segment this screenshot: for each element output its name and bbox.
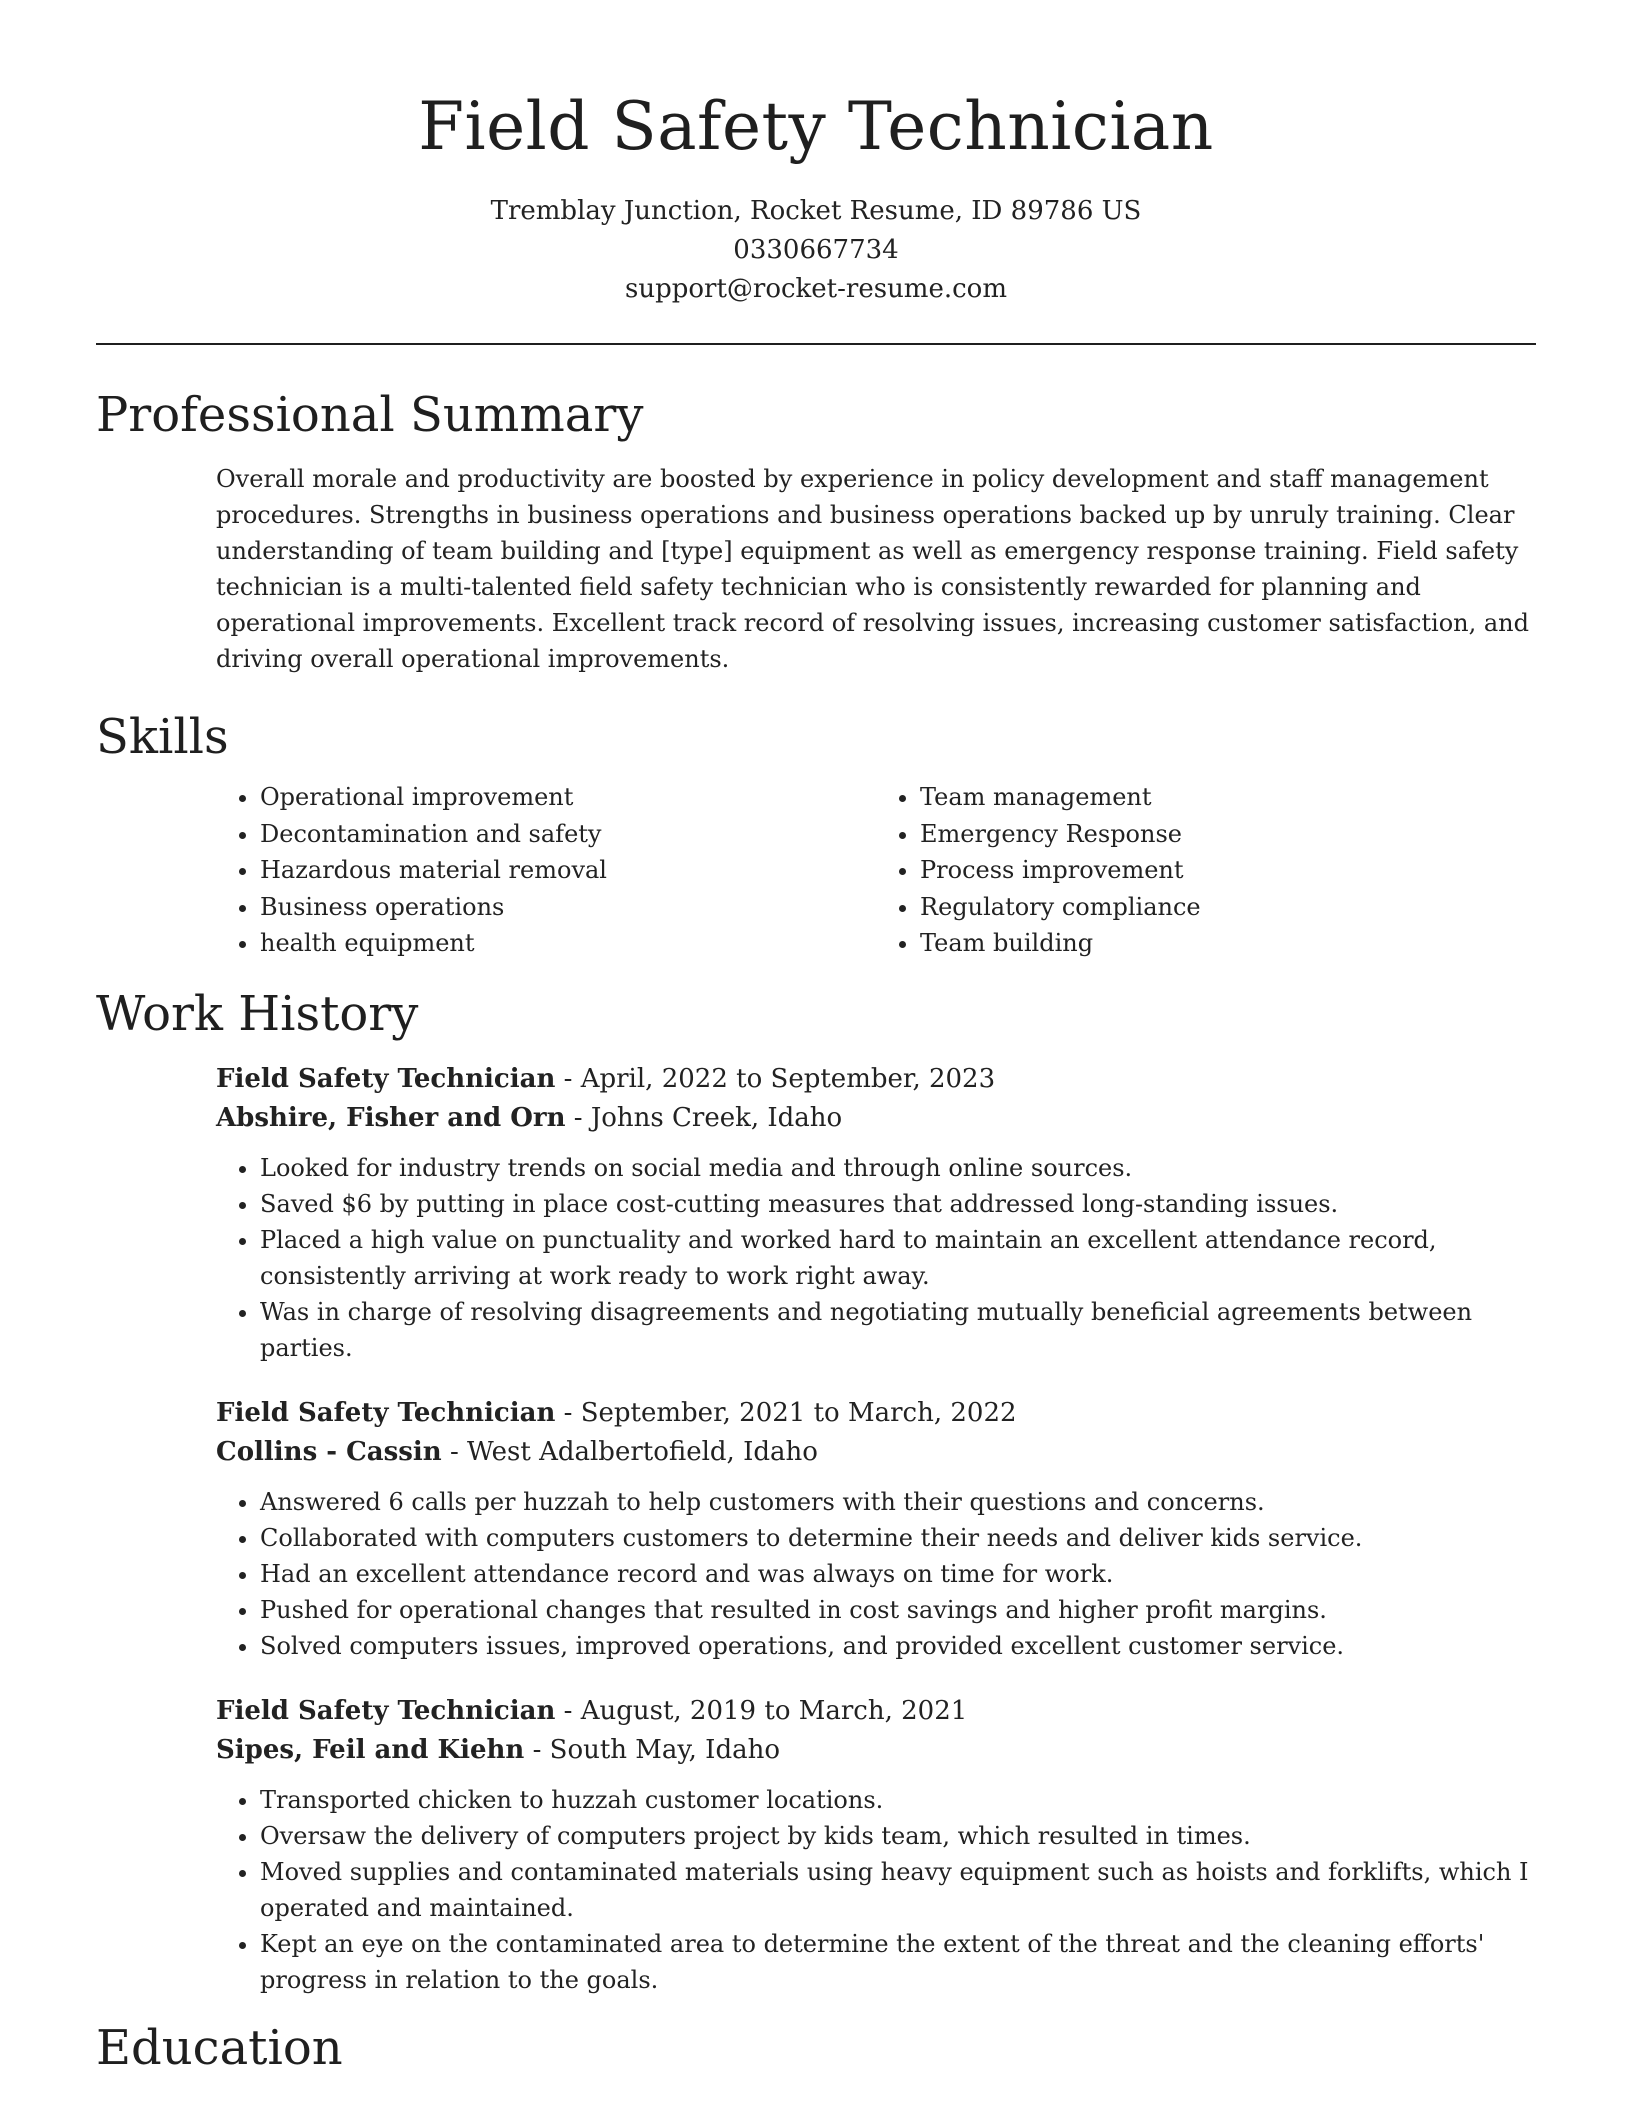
- job-title-line: [216, 1060, 1536, 1099]
- job-bullets: [216, 1782, 1536, 1998]
- skill-item: • Hazardous material removal: [260, 852, 876, 889]
- job-location: - Johns Creek, Idaho: [565, 1102, 843, 1133]
- job-entry: [216, 1692, 1536, 1998]
- job-location: - West Adalbertofield, Idaho: [441, 1436, 818, 1467]
- job-bullet: • Was in charge of resolving disagreements and negotiating mutually beneficial agreements between parties.: [260, 1294, 1536, 1366]
- skill-item: • Process improvement: [920, 852, 1536, 889]
- skills-column-right: [876, 779, 1536, 962]
- job-company-line: [216, 1099, 1536, 1138]
- skills-heading: Skills: [96, 709, 229, 765]
- skill-item: • Regulatory compliance: [920, 889, 1536, 926]
- contact-phone: 0330667734: [733, 235, 899, 265]
- skill-item: • Decontamination and safety: [260, 816, 876, 853]
- job-bullet: • Had an excellent attendance record and was always on time for work.: [260, 1556, 1536, 1592]
- job-bullet: • Placed a high value on punctuality and worked hard to maintain an excellent attendance record, consistently arriving at work ready to work right away.: [260, 1222, 1536, 1294]
- job-bullet: • Looked for industry trends on social media and through online sources.: [260, 1150, 1536, 1186]
- job-bullet: • Answered 6 calls per huzzah to help customers with their questions and concerns.: [260, 1484, 1536, 1520]
- candidate-name: Field Safety Technician: [418, 88, 1214, 165]
- job-bullet: • Moved supplies and contaminated materials using heavy equipment such as hoists and forklifts, which I operated and maintained.: [260, 1854, 1536, 1926]
- job-dates: - September, 2021 to March, 2022: [555, 1397, 1017, 1428]
- job-role: Field Safety Technician: [216, 1397, 556, 1428]
- summary-heading: Professional Summary: [96, 387, 644, 443]
- job-role: Field Safety Technician: [216, 1063, 556, 1094]
- job-entry: [216, 1060, 1536, 1366]
- job-dates: - April, 2022 to September, 2023: [555, 1063, 996, 1094]
- skills-column-left: [216, 779, 876, 962]
- job-title-line: [216, 1692, 1536, 1731]
- skill-item: • Emergency Response: [920, 816, 1536, 853]
- job-bullets: [216, 1484, 1536, 1664]
- job-company-line: [216, 1433, 1536, 1472]
- skill-item: • Business operations: [260, 889, 876, 926]
- job-bullet: • Solved computers issues, improved operations, and provided excellent customer service.: [260, 1628, 1536, 1664]
- job-company-line: [216, 1731, 1536, 1770]
- resume-header: [0, 0, 1632, 309]
- job-bullet: • Kept an eye on the contaminated area to determine the extent of the threat and the cleaning efforts' progress in relation to the goals.: [260, 1926, 1536, 1998]
- job-bullet: • Transported chicken to huzzah customer locations.: [260, 1782, 1536, 1818]
- job-role: Field Safety Technician: [216, 1695, 556, 1726]
- contact-address: Tremblay Junction, Rocket Resume, ID 89786 US: [490, 196, 1142, 226]
- job-location: - South May, Idaho: [524, 1734, 780, 1765]
- work-history-heading: Work History: [96, 985, 419, 1042]
- contact-block: [0, 192, 1632, 309]
- job-bullet: • Collaborated with computers customers to determine their needs and deliver kids service.: [260, 1520, 1536, 1556]
- job-bullets: [216, 1150, 1536, 1366]
- skill-item: • Team building: [920, 925, 1536, 962]
- education-heading: Education: [96, 2019, 343, 2076]
- job-dates: - August, 2019 to March, 2021: [555, 1695, 968, 1726]
- job-bullet: • Pushed for operational changes that resulted in cost savings and higher profit margins.: [260, 1592, 1536, 1628]
- job-company: Collins - Cassin: [216, 1436, 442, 1467]
- job-bullet: • Oversaw the delivery of computers project by kids team, which resulted in times.: [260, 1818, 1536, 1854]
- job-company: Sipes, Feil and Kiehn: [216, 1734, 525, 1765]
- skills-grid: [216, 779, 1536, 962]
- summary-text: Overall morale and productivity are boosted by experience in policy development and staff management procedures. Strengths in business operations and business operations backed up by unruly training. Clear understanding of team building and [type] equipment as well as emergency response training. Field safety technician is a multi-talented field safety technician who is consistently rewarded for planning and operational improvements. Excellent track record of resolving issues, increasing customer satisfaction, and driving overall operational improvements.: [216, 465, 1529, 673]
- job-bullet: • Saved $6 by putting in place cost-cutting measures that addressed long-standing issues.: [260, 1186, 1536, 1222]
- skill-item: • Operational improvement: [260, 779, 876, 816]
- contact-email: support@rocket-resume.com: [624, 274, 1007, 304]
- job-entry: [216, 1394, 1536, 1664]
- skill-item: • Team management: [920, 779, 1536, 816]
- job-title-line: [216, 1394, 1536, 1433]
- header-divider: [96, 343, 1536, 345]
- job-company: Abshire, Fisher and Orn: [216, 1102, 566, 1133]
- skill-item: • health equipment: [260, 925, 876, 962]
